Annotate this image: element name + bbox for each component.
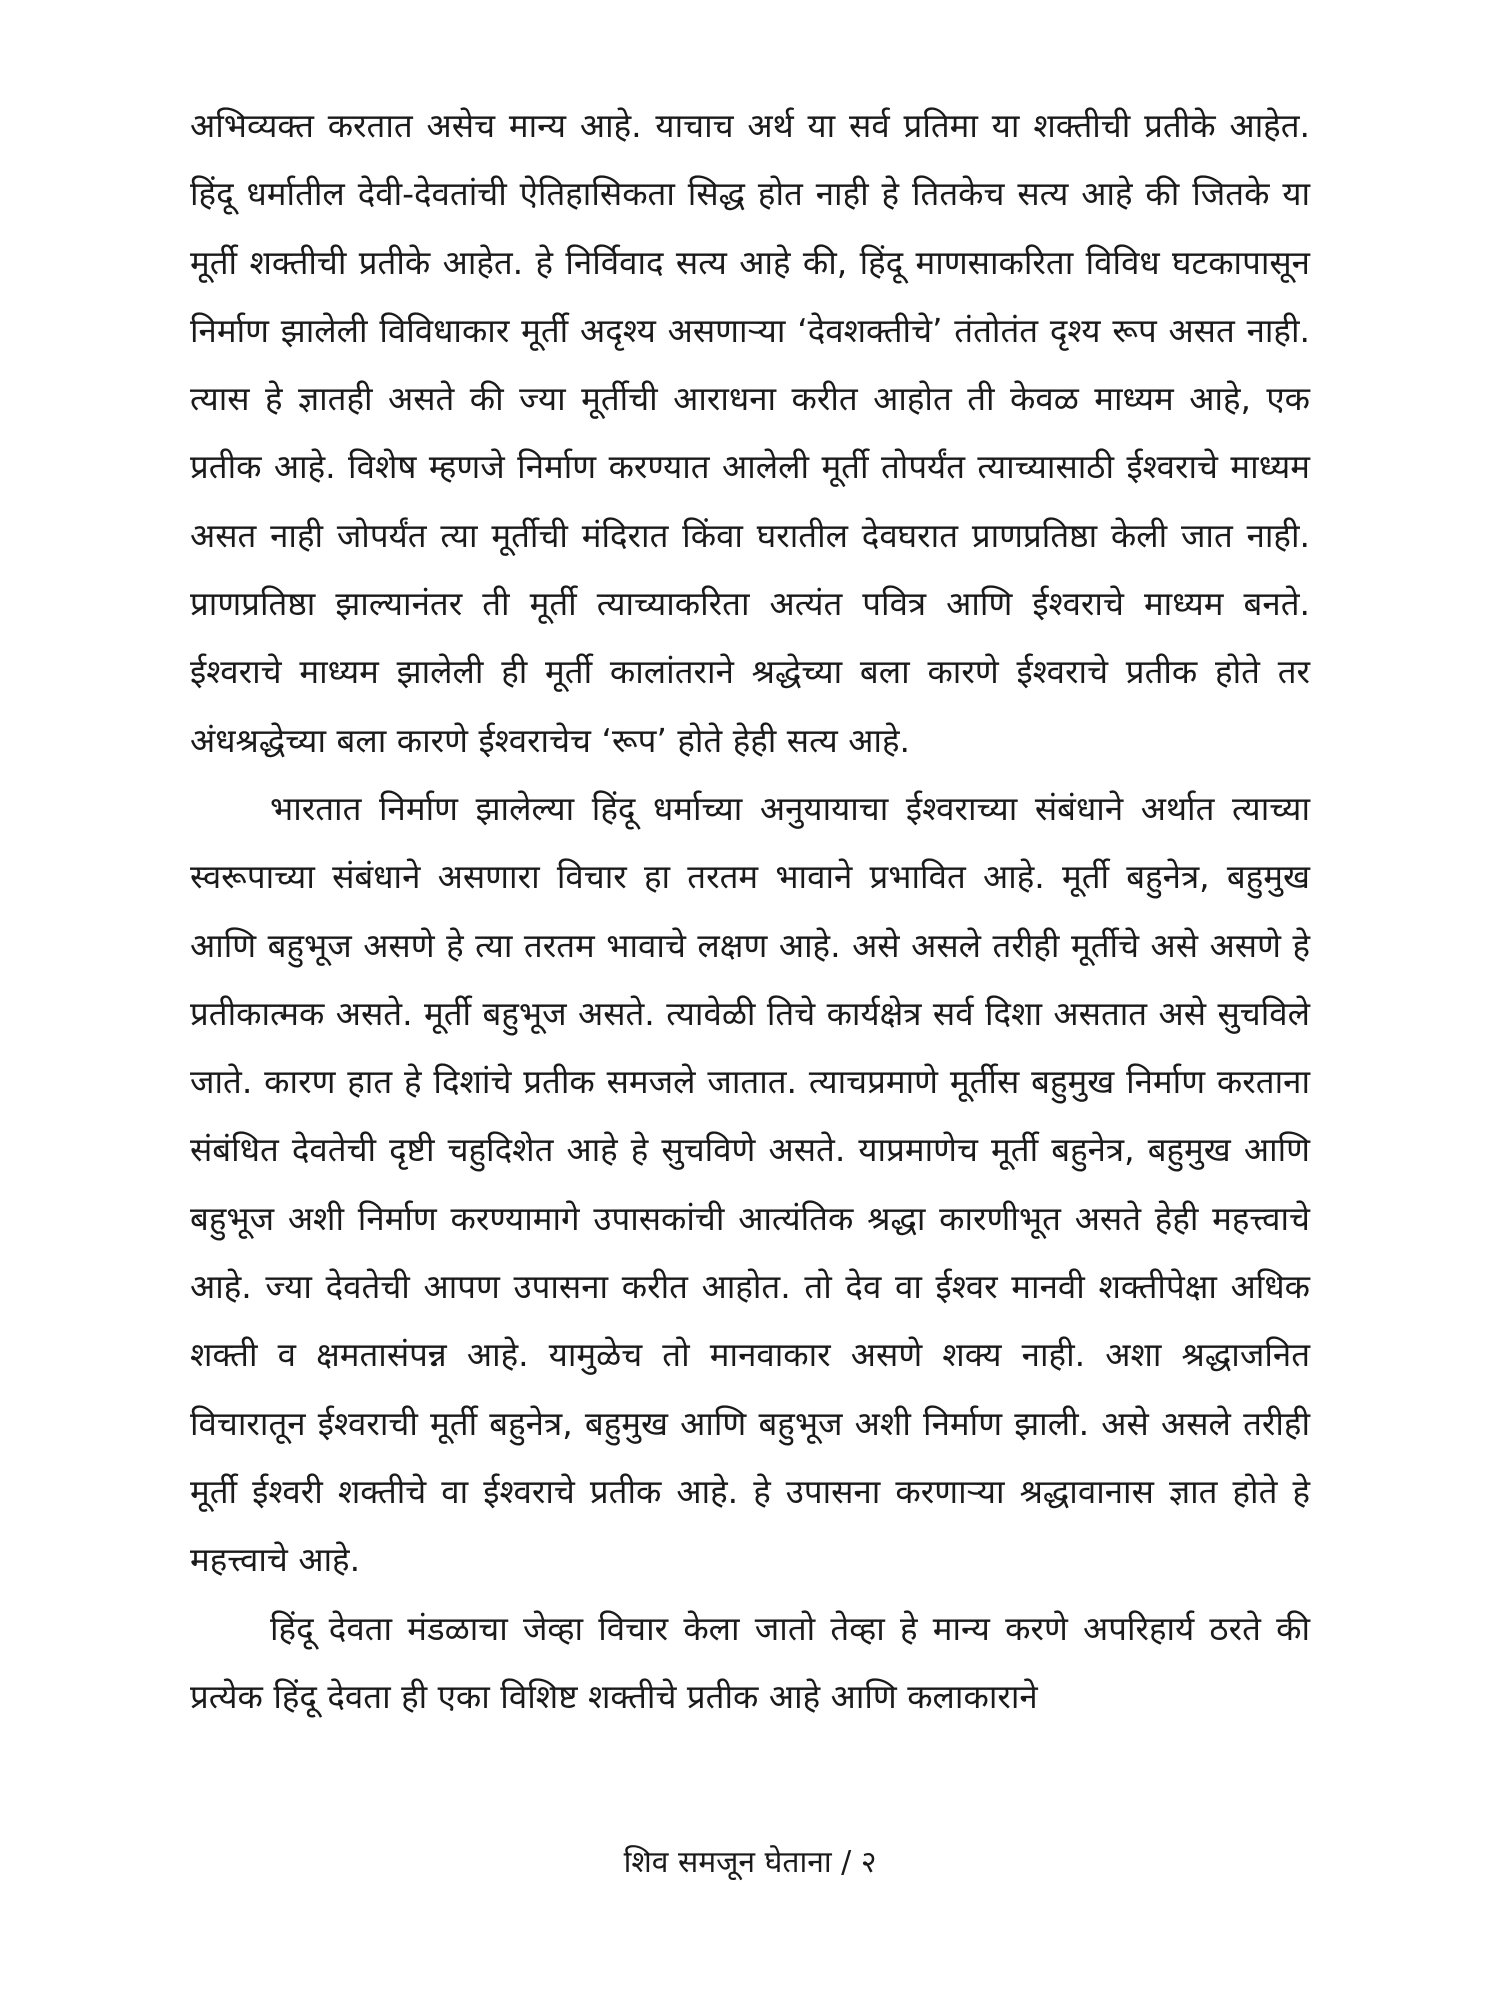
paragraph-1: अभिव्यक्त करतात असेच मान्य आहे. याचाच अर्थ या सर्व प्रतिमा या शक्तीची प्रतीके आहेत. हिंदू धर्मातील देवी-देवतांची ऐतिहासिकता सिद्ध होत नाही हे तितकेच सत्य आहे की जितके या मूर्ती शक्तीची प्रतीके आहेत. हे निर्विवाद सत्य आहे की, हिंदू माणसाकरिता विविध घटकापासून निर्माण झालेली विविधाकार मूर्ती अदृश्य असणाऱ्या ‘देवशक्तीचे’ तंतोतंत दृश्य रूप असत नाही. त्यास हे ज्ञातही असते की ज्या मूर्तीची आराधना करीत आहोत ती केवळ माध्यम आहे, एक प्रतीक आहे. विशेष म्हणजे निर्माण करण्यात आलेली मूर्ती तोपर्यंत त्याच्यासाठी ईश्वराचे माध्यम असत नाही जोपर्यंत त्या मूर्तीची मंदिरात किंवा घरातील देवघरात प्राणप्रतिष्ठा केली जात नाही. प्राणप्रतिष्ठा झाल्यानंतर ती मूर्ती त्याच्याकरिता अत्यंत पवित्र आणि ईश्वराचे माध्यम बनते. ईश्वराचे माध्यम झालेली ही मूर्ती कालांतराने श्रद्धेच्या बला कारणे ईश्वराचे प्रतीक होते तर अंधश्रद्धेच्या बला कारणे ईश्वराचेच ‘रूप’ होते हेही सत्य आहे. xyxy=(190,106,1310,760)
paragraph-2: भारतात निर्माण झालेल्या हिंदू धर्माच्या अनुयायाचा ईश्वराच्या संबंधाने अर्थात त्याच्या स्वरूपाच्या संबंधाने असणारा विचार हा तरतम भावाने प्रभावित आहे. मूर्ती बहुनेत्र, बहुमुख आणि बहुभूज असणे हे त्या तरतम भावाचे लक्षण आहे. असे असले तरीही मूर्तीचे असे असणे हे प्रतीकात्मक असते. मूर्ती बहुभूज असते. त्यावेळी तिचे कार्यक्षेत्र सर्व दिशा असतात असे सुचविले जाते. कारण हात हे दिशांचे प्रतीक समजले जातात. त्याचप्रमाणे मूर्तीस बहुमुख निर्माण करताना संबंधित देवतेची दृष्टी चहुदिशेत आहे हे सुचविणे असते. याप्रमाणेच मूर्ती बहुनेत्र, बहुमुख आणि बहुभूज अशी निर्माण करण्यामागे उपासकांची आत्यंतिक श्रद्धा कारणीभूत असते हेही महत्त्वाचे आहे. ज्या देवतेची आपण उपासना करीत आहोत. तो देव वा ईश्वर मानवी शक्तीपेक्षा अधिक शक्ती व क्षमतासंपन्न आहे. यामुळेच तो मानवाकार असणे शक्य नाही. अशा श्रद्धाजनित विचारातून ईश्वराची मूर्ती बहुनेत्र, बहुमुख आणि बहुभूज अशी निर्माण झाली. असे असले तरीही मूर्ती ईश्वरी शक्तीचे वा ईश्वराचे प्रतीक आहे. हे उपासना करणाऱ्या श्रद्धावानास ज्ञात होते हे महत्त्वाचे आहे. xyxy=(190,788,1310,1580)
paragraph-3: हिंदू देवता मंडळाचा जेव्हा विचार केला जातो तेव्हा हे मान्य करणे अपरिहार्य ठरते की प्रत्येक हिंदू देवता ही एका विशिष्ट शक्तीचे प्रतीक आहे आणि कलाकाराने xyxy=(190,1608,1310,1716)
body-text xyxy=(190,92,1310,1731)
page-footer: शिव समजून घेताना / २ xyxy=(623,1845,877,1880)
